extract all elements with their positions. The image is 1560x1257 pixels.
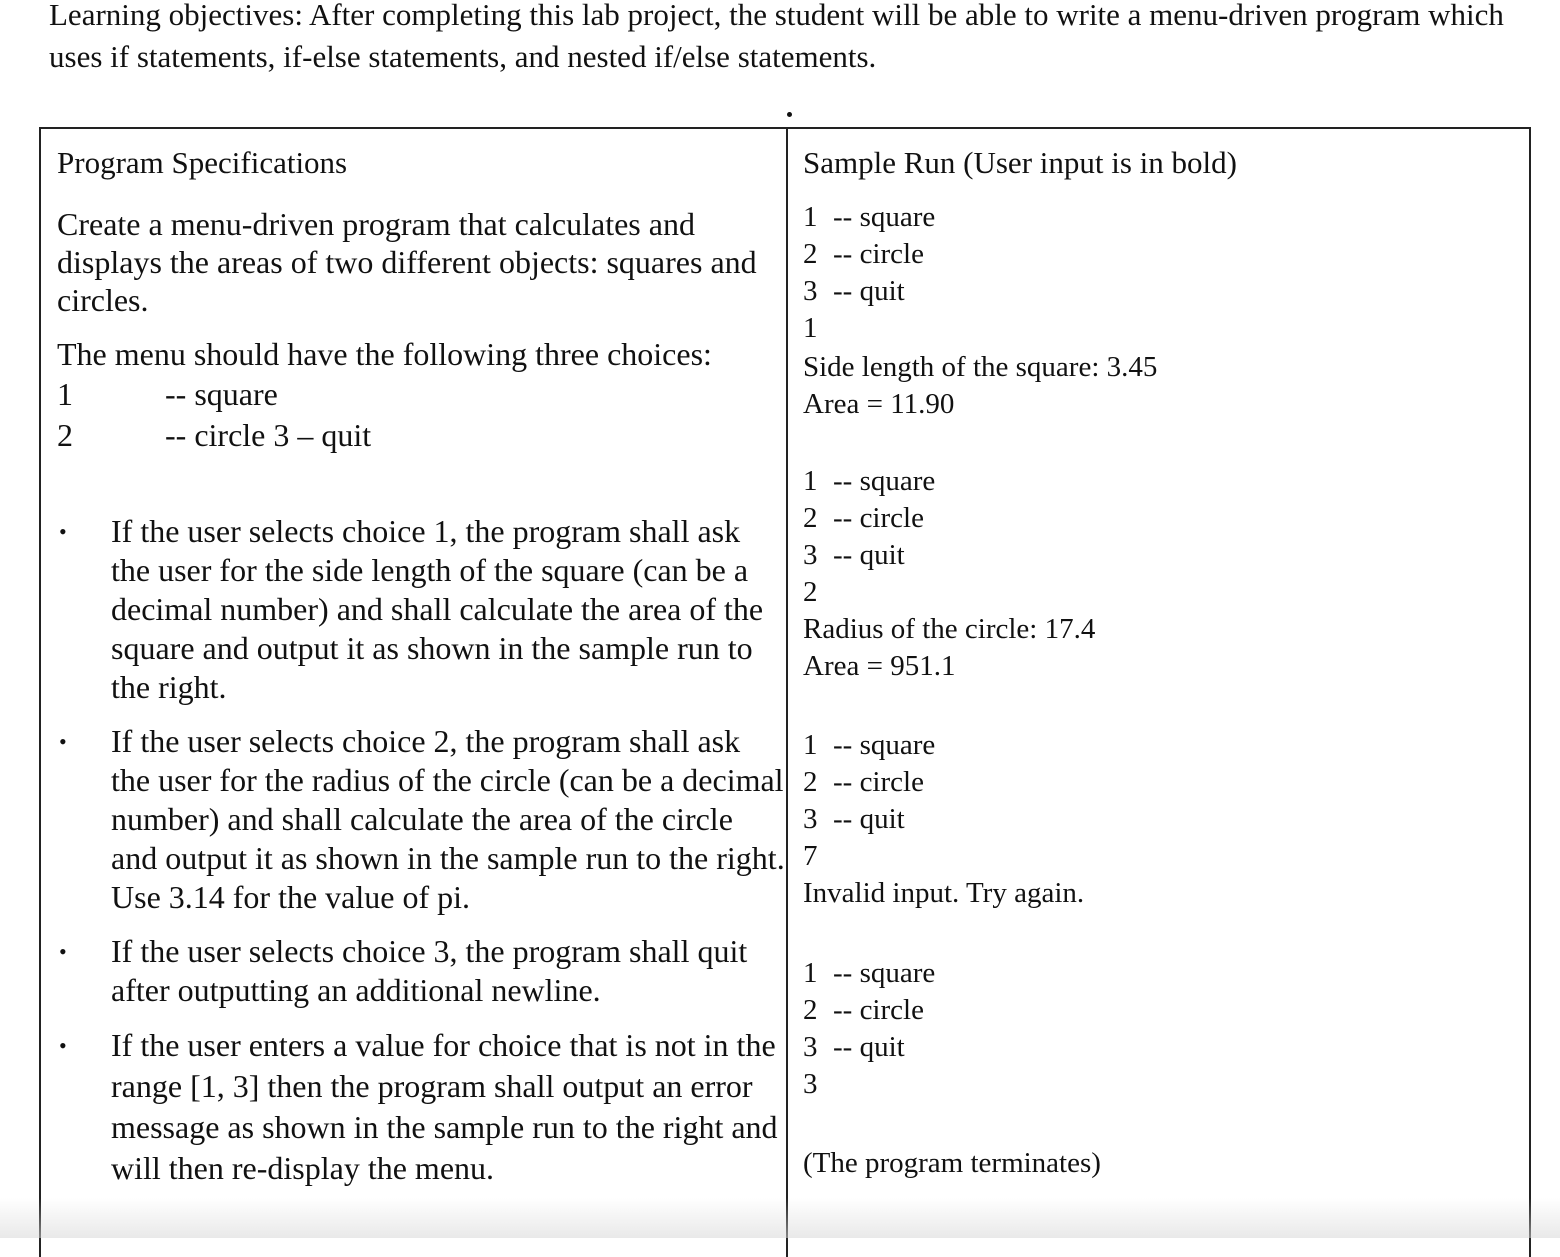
run-menu-number: 2 — [803, 994, 818, 1026]
run-user-input: 3 — [803, 1068, 818, 1100]
bullet-icon: • — [59, 1033, 67, 1058]
run-menu-number: 1 — [803, 729, 818, 761]
spec-table — [39, 127, 1531, 1257]
run-menu-label: -- square — [833, 465, 936, 497]
menu-choice-label: -- square — [165, 376, 278, 412]
run-menu-line — [803, 273, 1157, 310]
run-user-input: 2 — [803, 576, 818, 608]
run-menu-line — [803, 199, 1157, 236]
spec-bullet-text: If the user enters a value for choice that is not in the range [1, 3] then the program shall output an error message as shown in the sample run to the right and will then re-display the menu. — [111, 1027, 778, 1186]
run-menu-label: -- quit — [833, 539, 905, 571]
run-menu-label: -- quit — [833, 275, 905, 307]
run-menu-line — [803, 801, 1084, 838]
sample-run-block — [803, 199, 1157, 423]
stray-dot-mark — [787, 112, 792, 117]
run-user-input: 7 — [803, 840, 818, 872]
run-menu-line — [803, 992, 935, 1029]
run-menu-label: -- circle — [833, 502, 924, 534]
run-menu-line — [803, 537, 1095, 574]
run-menu-label: -- quit — [833, 803, 905, 835]
menu-choice-number: 1 — [57, 376, 73, 412]
bullet-icon: • — [59, 729, 67, 754]
run-menu-number: 2 — [803, 766, 818, 798]
run-menu-line — [803, 463, 1095, 500]
run-menu-label: -- circle — [833, 238, 924, 270]
specifications-intro: Create a menu-driven program that calculates and displays the areas of two different objects: squares and circles. — [57, 206, 757, 318]
run-menu-line — [803, 727, 1084, 764]
termination-note: (The program terminates) — [803, 1147, 1101, 1179]
run-menu-line — [803, 236, 1157, 273]
spec-bullet-text: If the user selects choice 2, the program shall ask the user for the radius of the circle (can be a decimal number) and shall calculate the area of the circle and output it as shown in the sample run to the right. Use 3.14 for the value of pi. — [111, 723, 785, 915]
run-menu-label: -- circle — [833, 766, 924, 798]
run-output-line: Area = 951.1 — [803, 650, 956, 682]
run-menu-label: -- quit — [833, 1031, 905, 1063]
sample-run-header: Sample Run (User input is in bold) — [803, 145, 1237, 180]
run-menu-line — [803, 955, 935, 992]
run-menu-label: -- square — [833, 201, 936, 233]
run-menu-number: 1 — [803, 201, 818, 233]
bullet-icon: • — [59, 939, 67, 964]
bullet-icon: • — [59, 519, 67, 544]
run-menu-number: 3 — [803, 803, 818, 835]
menu-choice-number: 2 — [57, 417, 73, 453]
spec-bullet-text: If the user selects choice 1, the program shall ask the user for the side length of the square (can be a decimal number) and shall calculate the area of the square and output it as shown in the sample run to the right. — [111, 513, 764, 705]
spec-bullet-text: If the user selects choice 3, the program shall quit after outputting an additional newline. — [111, 933, 748, 1008]
run-user-input: 1 — [803, 312, 818, 344]
run-menu-line — [803, 764, 1084, 801]
run-menu-number: 3 — [803, 539, 818, 571]
run-menu-number: 1 — [803, 465, 818, 497]
run-output-line: Area = 11.90 — [803, 388, 955, 420]
run-menu-number: 2 — [803, 238, 818, 270]
sample-run-block — [803, 727, 1084, 912]
run-output-line: Side length of the square: 3.45 — [803, 351, 1158, 383]
run-menu-number: 2 — [803, 502, 818, 534]
menu-intro: The menu should have the following three choices: — [57, 336, 712, 372]
specifications-header: Program Specifications — [57, 145, 348, 180]
run-menu-number: 3 — [803, 1031, 818, 1063]
run-menu-number: 3 — [803, 275, 818, 307]
run-menu-label: -- square — [833, 729, 936, 761]
run-menu-number: 1 — [803, 957, 818, 989]
sample-run-block — [803, 955, 935, 1103]
run-menu-label: -- circle — [833, 994, 924, 1026]
run-output-line: Invalid input. Try again. — [803, 877, 1085, 909]
learning-objectives: Learning objectives: After completing this lab project, the student will be able to write a menu-driven program which uses if statements, if-else statements, and nested if/else statements. — [49, 0, 1504, 74]
run-output-line: Radius of the circle: 17.4 — [803, 613, 1096, 645]
run-menu-line — [803, 1029, 935, 1066]
sample-run-block — [803, 463, 1095, 685]
run-menu-line — [803, 500, 1095, 537]
run-menu-label: -- square — [833, 957, 936, 989]
menu-choice-label: -- circle 3 – quit — [165, 417, 372, 453]
